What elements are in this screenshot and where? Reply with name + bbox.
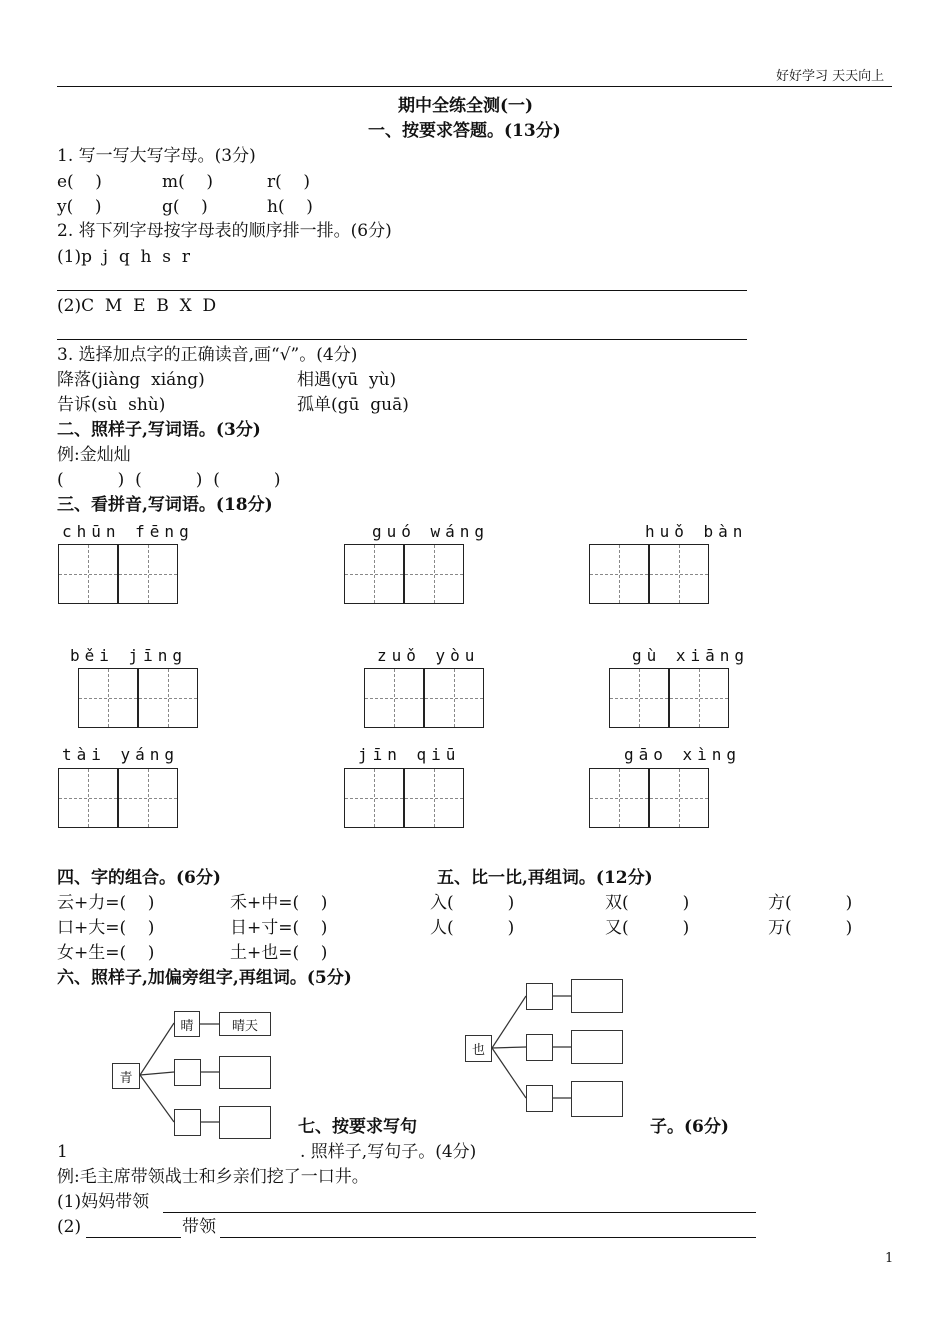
- q2-prompt: 2. 将下列字母按字母表的顺序排一排。(6分): [57, 221, 392, 241]
- radical-char-box[interactable]: [526, 1034, 553, 1061]
- word-box[interactable]: [571, 979, 623, 1013]
- q1-item[interactable]: r( ): [267, 172, 311, 192]
- section2-blanks[interactable]: ( ) ( ) ( ): [57, 470, 281, 490]
- q7-1-number: 1: [57, 1142, 68, 1162]
- pinyin-label: guó wáng: [372, 522, 490, 541]
- q1-item[interactable]: m( ): [162, 172, 213, 192]
- combo-item[interactable]: 土+也=( ): [230, 943, 328, 963]
- q3-item[interactable]: 告诉(sù shù): [57, 395, 166, 415]
- pinyin-label: gù xiāng: [632, 646, 750, 665]
- q2-line1: (1)p j q h s r: [57, 247, 190, 267]
- q3-item[interactable]: 孤单(gū guā): [297, 395, 409, 415]
- q3-prompt: 3. 选择加点字的正确读音,画“√”。(4分): [57, 345, 358, 365]
- combo-item[interactable]: 女+生=( ): [57, 943, 155, 963]
- combo-item[interactable]: 禾+中=( ): [230, 893, 328, 913]
- compare-item[interactable]: 方( ): [768, 893, 853, 913]
- pinyin-label: zuǒ yòu: [377, 646, 480, 665]
- q1-item[interactable]: e( ): [57, 172, 102, 192]
- section7-heading: 七、按要求写句: [298, 1117, 417, 1137]
- page-number: 1: [885, 1251, 894, 1266]
- pinyin-label: gāo xìng: [624, 745, 742, 764]
- compare-item[interactable]: 人( ): [430, 918, 515, 938]
- answer-line[interactable]: [163, 1212, 756, 1213]
- q2-line2: (2)C M E B X D: [57, 296, 217, 316]
- section2-example: 例:金灿灿: [57, 445, 131, 465]
- pinyin-label: chūn fēng: [62, 522, 194, 541]
- q3-item[interactable]: 相遇(yū yù): [297, 370, 397, 390]
- compare-item[interactable]: 双( ): [605, 893, 690, 913]
- q7-example: 例:毛主席带领战士和乡亲们挖了一口井。: [57, 1167, 369, 1187]
- q7-line2-prefix: (2): [57, 1217, 82, 1237]
- compare-item[interactable]: 入( ): [430, 893, 515, 913]
- combo-item[interactable]: 口+大=( ): [57, 918, 155, 938]
- section6-heading: 六、照样子,加偏旁组字,再组词。(5分): [57, 968, 352, 988]
- q3-item[interactable]: 降落(jiàng xiáng): [57, 370, 205, 390]
- q1-prompt: 1. 写一写大写字母。(3分): [57, 146, 256, 166]
- compare-item[interactable]: 又( ): [605, 918, 690, 938]
- q7-1-prompt: . 照样子,写句子。(4分): [300, 1142, 477, 1162]
- root-char-box: 也: [465, 1035, 492, 1062]
- section2-heading: 二、照样子,写词语。(3分): [57, 420, 261, 440]
- section5-heading: 五、比一比,再组词。(12分): [437, 868, 653, 888]
- radical-char-box[interactable]: [526, 1085, 553, 1112]
- section7-heading-tail: 子。(6分): [650, 1117, 729, 1137]
- header-motto: 好好学习 天天向上: [776, 69, 885, 84]
- q1-item[interactable]: y( ): [57, 197, 102, 217]
- word-box: 晴天: [219, 1012, 271, 1036]
- pinyin-label: jīn qiū: [358, 745, 461, 764]
- pinyin-label: tài yáng: [62, 745, 180, 764]
- answer-line[interactable]: [86, 1237, 181, 1238]
- page-title: 期中全练全测(一): [398, 96, 534, 116]
- radical-char-box: 晴: [174, 1011, 200, 1037]
- compare-item[interactable]: 万( ): [768, 918, 853, 938]
- combo-item[interactable]: 日+寸=( ): [230, 918, 328, 938]
- word-box[interactable]: [219, 1056, 271, 1089]
- section4-heading: 四、字的组合。(6分): [57, 868, 221, 888]
- q7-line1-prefix: (1)妈妈带领: [57, 1192, 150, 1212]
- root-char-box: 青: [112, 1063, 140, 1089]
- radical-char-box[interactable]: [526, 983, 553, 1010]
- word-box[interactable]: [219, 1106, 271, 1139]
- combo-item[interactable]: 云+力=( ): [57, 893, 155, 913]
- pinyin-label: huǒ bàn: [645, 522, 748, 541]
- q7-line2-mid: 带领: [182, 1217, 216, 1237]
- radical-char-box[interactable]: [174, 1109, 201, 1136]
- answer-line[interactable]: [220, 1237, 756, 1238]
- section1-heading: 一、按要求答题。(13分): [368, 121, 561, 141]
- q1-item[interactable]: g( ): [162, 197, 208, 217]
- radical-char-box[interactable]: [174, 1059, 201, 1086]
- pinyin-label: běi jīng: [70, 646, 188, 665]
- q1-item[interactable]: h( ): [267, 197, 313, 217]
- section3-heading: 三、看拼音,写词语。(18分): [57, 495, 273, 515]
- word-box[interactable]: [571, 1030, 623, 1064]
- word-box[interactable]: [571, 1081, 623, 1117]
